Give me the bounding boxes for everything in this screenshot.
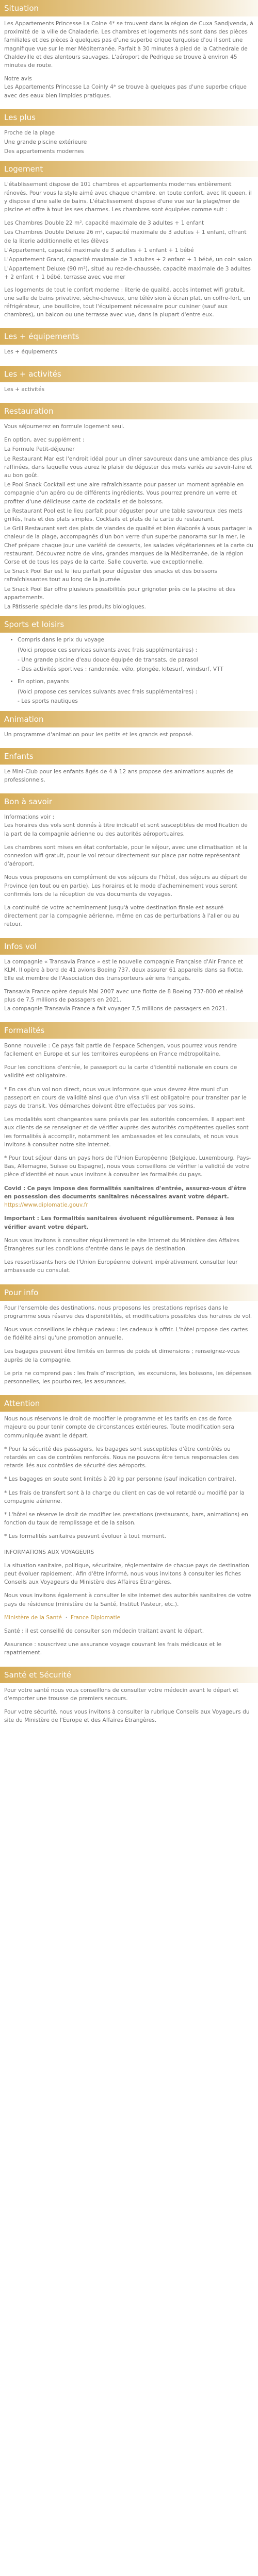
activites-header: Les + activités: [0, 366, 258, 382]
animation-header: Animation: [0, 711, 258, 727]
sports-optional-item: (Voici propose ces services suivants avec frais supplémentaires) :: [18, 689, 198, 696]
plus-item: Proche de la plage: [4, 129, 55, 136]
pour-info-section: [0, 1284, 258, 1396]
logement-item: L'Appartement, capacité maximale de 3 adultes + 1 enfant + 1 bébé: [4, 247, 194, 253]
sports-optional-list: [4, 677, 254, 686]
animation-text: Un programme d'animation pour les petits et les grands est proposé.: [4, 731, 194, 738]
logement-item: Les Chambres Double Deluxe 26 m², capacité maximale de 3 adultes + 1 enfant, offrant de la literie additionnelle et les élèves: [4, 229, 247, 244]
diplomatie-link[interactable]: https://www.diplomatie.gouv.fr: [4, 1202, 88, 1209]
attention-text: * Les bagages en soute sont limités à 20 kg par personne (sauf indication contraire).: [4, 1476, 236, 1483]
restauration-item: Le Grill Restaurant sert des plats de viandes de qualité et bien élaborés à vous partager la chaleur de la plage, accompagnés d'un bon verre d'un superbe panorama sur la mer, le Chef prépare chaque jour une variété de desserts, les salades végétariennes et la carte du restaurant. Découvrez notre de vins, grandes marques de la Méditerranée, de la région Corse et de tous les pays de la carte. Salle couverte, vue exceptionnelle.: [4, 526, 253, 565]
logement-intro: L'établissement dispose de 101 chambres et appartements modernes entièrement rénovés. Pour vous la style aimé avec chaque chambre, en toute confort, avec lit queen, il y dispose d'une salle de bains. L'établissement dispose d'une vue sur la plage/mer de piscine et offre à tout les ses charmes. Les chambres sont équipées comme suit :: [4, 181, 252, 213]
sports-included-item: - Une grande piscine d'eau douce équipée de transats, de parasol: [18, 656, 198, 663]
restauration-option-label: En option, avec supplément :: [4, 437, 85, 444]
equipements-section: [0, 328, 258, 365]
attention-text: * Les formalités sanitaires peuvent évoluer à tout moment.: [4, 1533, 166, 1540]
formalites-section: [0, 1022, 258, 1284]
attention-text: * L'hôtel se réserve le droit de modifier les prestations (restaurants, bars, animations) en fonction du taux de remplissage et de la saison.: [4, 1511, 248, 1527]
logement-section: [0, 161, 258, 328]
sante-text: Santé : il est conseillé de consulter son médecin traitant avant le départ.: [4, 1628, 204, 1634]
formalites-text: * Pour tout séjour dans un pays hors de l'Union Européenne (Belgique, Luxembourg, Pays-Bas, Allemagne, Suisse ou Espagne), nous vous conseillons de vérifier la validité de votre pièce d'identité et nous vous invitons à consulter les formalités du pays.: [4, 1155, 251, 1178]
infos-utiles-text: La situation sanitaire, politique, sécuritaire, réglementaire de chaque pays de destination peut évoluer rapidement. Afin d'être informé, nous vous invitons à consulter les fiches Conseils aux Voyageurs du Ministère des Affaires Étrangères.: [4, 1562, 249, 1586]
restauration-formula: Vous séjournerez en formule logement seul.: [4, 423, 125, 430]
sports-included-item: - Des activités sportives : randonnée, vélo, plongée, kitesurf, windsurf, VTT: [18, 666, 223, 672]
sports-optional-item: - Les sports nautiques: [18, 698, 78, 705]
formalites-text: Les modalités sont changeantes sans préavis par les autorités concernées. Il appartient aux clients de se renseigner et de vérifier auprès des autorités compétentes quelles sont les formalités à accomplir, notamment les ambassades et les consulats, et nous vous invitons à consulter notre site internet.: [4, 1116, 249, 1148]
plus-section: [0, 109, 258, 161]
pour-info-text: Pour l'ensemble des destinations, nous proposons les prestations reprises dans le programme sous réserve des disponibilités, et modifications possibles des horaires de vol.: [4, 1304, 252, 1319]
enfants-text: Le Mini-Club pour les enfants âgés de 4 à 12 ans propose des animations auprès de professionnels.: [4, 768, 234, 783]
sports-optional-title: • En option, payants: [18, 677, 254, 686]
bon-a-savoir-text: Les chambres sont mises en état confortable, pour le séjour, avec une climatisation et la connexion wifi gratuit, pour le vol retour directement sur place par notre représentant d'aéroport.: [4, 844, 248, 868]
animation-section: [0, 711, 258, 748]
sports-included-item: (Voici propose ces services suivants avec frais supplémentaires) :: [18, 647, 198, 654]
situation-text: Les Appartements Princesse La Coine 4* se trouvent dans la région de Cuxa Sandjvenda, à proximité de la ville de Chaladerie. Les chambres et logements nés sont dans des pièces familiales et des pièces à quelques pas d'une superbe crique turquoise d'ou il sont une magnifique vue sur le mer Méditerranée. Parfait à 30 minutes à pied de la Cathedrale de Chaldeville et des alentours sauvages. L'aéroport de Pedrique se trouve à environ 45 minutes de route.: [4, 21, 253, 69]
bon-a-savoir-text: La continuité de votre acheminement jusqu'à votre destination finale est assuré directement par la compagnie aérienne, même en cas de perturbations à l'aller ou au retour.: [4, 905, 240, 928]
sports-section: [0, 616, 258, 710]
restauration-item: La Pâtisserie spéciale dans les produits biologiques.: [4, 603, 146, 610]
infos-vol-text: La compagnie « Transavia France » est le nouvelle compagnie Française d'Air France et KLM. Il opère à bord de 41 avions Boeing 737, deux assurer 61 appareils dans sa flotte. Elle est membre de l'Association des transporteurs aériens français.: [4, 958, 244, 982]
situation-opinion: Notre avis Les Appartements Princesse La Coinly 4* se trouve à quelques pas d'une superbe crique avec des eaux bien limpides pratiques.: [4, 76, 247, 99]
enfants-header: Enfants: [0, 748, 258, 765]
attention-text: * Pour la sécurité des passagers, les bagages sont susceptibles d'être contrôlés ou retardés en cas de contrôles renforcés. Nous ne pouvons être tenus responsables des retards liés aux contrôles de sécurité des aéroports.: [4, 1446, 239, 1469]
sante-header: Santé et Sécurité: [0, 1667, 258, 1683]
restauration-item: Le Restaurant Mar est l'endroit idéal pour un dîner savoureux dans une ambiance des plus raffinées, dans laquelle vous aurez le plaisir de déguster des mets variés au savoir-faire et au bon goût.: [4, 455, 252, 479]
bon-a-savoir-section: [0, 793, 258, 938]
bon-a-savoir-text: Nous vous proposons en complément de vos séjours de l'hôtel, des séjours au départ de Province (en tout ou en partie). Les horaires et le mode d'acheminement vous seront confirmés lors de la réception de vos documents de voyages.: [4, 874, 247, 897]
restauration-item: Le Restaurant Pool est le lieu parfait pour déguster pour une table savoureux des mets grillés, frais et des plats simples. Cocktails et plats de la carte du restaurant.: [4, 507, 243, 522]
attention-header: Attention: [0, 1395, 258, 1412]
formalites-text: Bonne nouvelle : Ce pays fait partie de l'espace Schengen, vous pourrez vous rendre facilement en Europe et sur les territoires européens en France métropolitaine.: [4, 1042, 237, 1058]
formalites-text: Nous vous invitons à consulter régulièrement le site Internet du Ministère des Affaires Étrangères sur les conditions d'entrée dans le pays de destination.: [4, 1237, 239, 1252]
formalites-text: * En cas d'un vol non direct, nous vous informons que vous devrez être muni d'un passeport en cours de validité ainsi que d'un visa s'il est obligatoire pour transiter par le pays de transit. Vos démarches doivent être effectuées par vos soins.: [4, 1086, 247, 1110]
bon-a-savoir-header: Bon à savoir: [0, 793, 258, 810]
bon-a-savoir-text: Informations voir : Les horaires des vols sont donnés à titre indicatif et sont susceptibles de modification de la part de la compagnie aérienne ou des autorités aéroportuaires.: [4, 814, 248, 837]
logement-comfort: Les logements de tout le confort moderne : literie de qualité, accès internet wifi gratuit, une salle de bains privative, sèche-cheveux, une télévision à écran plat, un coffre-fort, un réfrigérateur, une bouilloire, tout l'équipement nécessaire pour cuisiner (sauf aux chambres), un balcon ou une terrasse avec vue, dans la plupart d'entre eux.: [4, 286, 250, 318]
restauration-item: Le Snack Pool Bar offre plusieurs possibilités pour grignoter près de la piscine et des appartements.: [4, 586, 236, 601]
plus-item: Une grande piscine extérieure: [4, 139, 87, 146]
equipements-text: Les + équipements: [4, 349, 57, 355]
situation-header: Situation: [0, 0, 258, 16]
restauration-section: [0, 403, 258, 616]
sports-included-title: • Compris dans le prix du voyage: [18, 636, 254, 644]
infos-utiles-title: INFORMATIONS AUX VOYAGEURS: [4, 1549, 94, 1555]
formalites-header: Formalités: [0, 1022, 258, 1039]
plus-header: Les plus: [0, 109, 258, 126]
pour-info-header: Pour info: [0, 1284, 258, 1301]
restauration-header: Restauration: [0, 403, 258, 419]
formalites-covid-note: Covid : Ce pays impose des formalités sanitaires d'entrée, assurez-vous d'être en possession des documents sanitaires nécessaires avant votre départ.: [4, 1185, 247, 1200]
sports-included-list: [4, 636, 254, 644]
situation-section: [0, 0, 258, 109]
attention-text: * Les frais de transfert sont à la charge du client en cas de vol retardé ou modifié par la compagnie aérienne.: [4, 1489, 245, 1504]
infos-vol-text: Transavia France opère depuis Mai 2007 avec une flotte de 8 Boeing 737-800 et réalisé plus de 7,5 millions de passagers en 2021. La compagnie Transavia France a fait voyager 7,5 millions de passagers en 2021.: [4, 989, 244, 1012]
infos-vol-header: Infos vol: [0, 938, 258, 955]
assurance-text: Assurance : souscrivez une assurance voyage couvrant les frais médicaux et le rapatriement.: [4, 1641, 222, 1656]
restauration-item: Le Pool Snack Cocktail est une aire rafraîchissante pour passer un moment agréable en compagnie d'un apéro ou de différents ingrédients. Vous pourrez prendre un verre et profiter d'une délicieuse carte de cocktails et de boissons.: [4, 482, 244, 505]
enfants-section: [0, 748, 258, 793]
logement-item: L'Appartement Deluxe (90 m²), situé au rez-de-chaussée, capacité maximale de 3 adultes + 2 enfant + 1 bébé, terrasse avec vue mer: [4, 266, 251, 281]
france-diplomatie-link[interactable]: France Diplomatie: [70, 1614, 121, 1621]
equipements-header: Les + équipements: [0, 328, 258, 345]
sante-note-text: Pour votre sécurité, nous vous invitons à consulter la rubrique Conseils aux Voyageurs du site du Ministère de l'Europe et des Affaires Étrangères.: [4, 1709, 250, 1724]
sante-note-text: Pour votre santé nous vous conseillons de consulter votre médecin avant le départ et d'emporter une trousse de premiers secours.: [4, 1687, 239, 1702]
sante-link[interactable]: Ministère de la Santé: [4, 1614, 62, 1621]
pour-info-text: Nous vous conseillons le chèque cadeau : les cadeaux à offrir. L'hôtel propose des cartes de fidélité ainsi qu'une promotion annuelle.: [4, 1326, 248, 1342]
pour-info-text: Le prix ne comprend pas : les frais d'inscription, les excursions, les boissons, les dépenses personnelles, les pourboires, les assurances.: [4, 1370, 252, 1385]
formalites-important-note: Important : Les formalités sanitaires évoluent régulièrement. Pensez à les vérifier avant votre départ.: [4, 1215, 234, 1230]
sante-section: [0, 1667, 258, 1734]
infos-vol-section: [0, 938, 258, 1022]
activites-text: Les + activités: [4, 386, 45, 393]
attention-text: Nous nous réservons le droit de modifier le programme et les tarifs en cas de force majeure ou pour tenir compte de circonstances extérieures. Toute modification sera communiquée avant le départ.: [4, 1416, 234, 1439]
formalites-text: Pour les conditions d'entrée, le passeport ou la carte d'identité nationale en cours de validité est obligatoire.: [4, 1064, 237, 1079]
restauration-item: Le Snack Pool Bar est le lieu parfait pour déguster des snacks et des boissons rafraîchissantes tout au long de la journée.: [4, 568, 217, 583]
activites-section: [0, 366, 258, 403]
restauration-item: La Formule Petit-déjeuner: [4, 446, 75, 453]
infos-utiles-text: Nous vous invitons également à consulter le site internet des autorités sanitaires de votre pays de résidence (ministère de la Santé, Institut Pasteur, etc.).: [4, 1592, 251, 1607]
plus-item: Des appartements modernes: [4, 148, 84, 155]
formalites-text: Les ressortissants hors de l'Union Européenne doivent impérativement consulter leur ambassade ou consulat.: [4, 1259, 238, 1274]
sports-header: Sports et loisirs: [0, 616, 258, 633]
logement-item: L'Appartement Grand, capacité maximale de 3 adultes + 2 enfant + 1 bébé, un coin salon: [4, 257, 252, 263]
pour-info-text: Les bagages peuvent être limités en termes de poids et dimensions ; renseignez-vous auprès de la compagnie.: [4, 1348, 240, 1363]
logement-header: Logement: [0, 161, 258, 177]
logement-item: Les Chambres Double 22 m², capacité maximale de 3 adultes + 1 enfant: [4, 220, 204, 227]
attention-section: Attention Nous nous réservons le droit de modifier le programme et les tarifs en cas de force majeure ou pour tenir compte de circonstances extérieures. Toute modification sera communiquée avant le départ. * Pour la sécurité des passagers, les bagages sont susceptibles d'être contrôlés ou retardés en cas de contrôles renforcés. Nous ne pouvons être tenus responsables des retards liés aux contrôles de sécurité des aéroports. * Les bagages en soute sont limités à 20 kg par personne (sauf indication contraire). * Les frais de transfert sont à la charge du client en cas de vol retardé ou modifié par la compagnie aérienne. * L'hôtel se réserve le droit de modifier les prestations (restaurants, bars, animations) en fonction du taux de remplissage et de la saison. * Les formalités sanitaires peuvent évoluer à tout moment. INFORMATIONS AUX VOYAGEURS La situation sanitaire, politique, sécuritaire, réglementaire de chaque pays de destination peut évoluer rapidement. Afin d'être informé, nous vous invitons à consulter les fiches Conseils aux Voyageurs du Ministère des Affaires Étrangères. Nous vous invitons également à consulter le site internet des autorités sanitaires de votre pays de résidence (ministère de la Santé, Institut Pasteur, etc.). Ministère de la Santé · France Diplomatie Santé : il est conseillé de consulter son médecin traitant avant le départ. Assurance : souscrivez une assurance voyage couvrant les frais médicaux et le rapatriement.: [0, 1395, 258, 1666]
